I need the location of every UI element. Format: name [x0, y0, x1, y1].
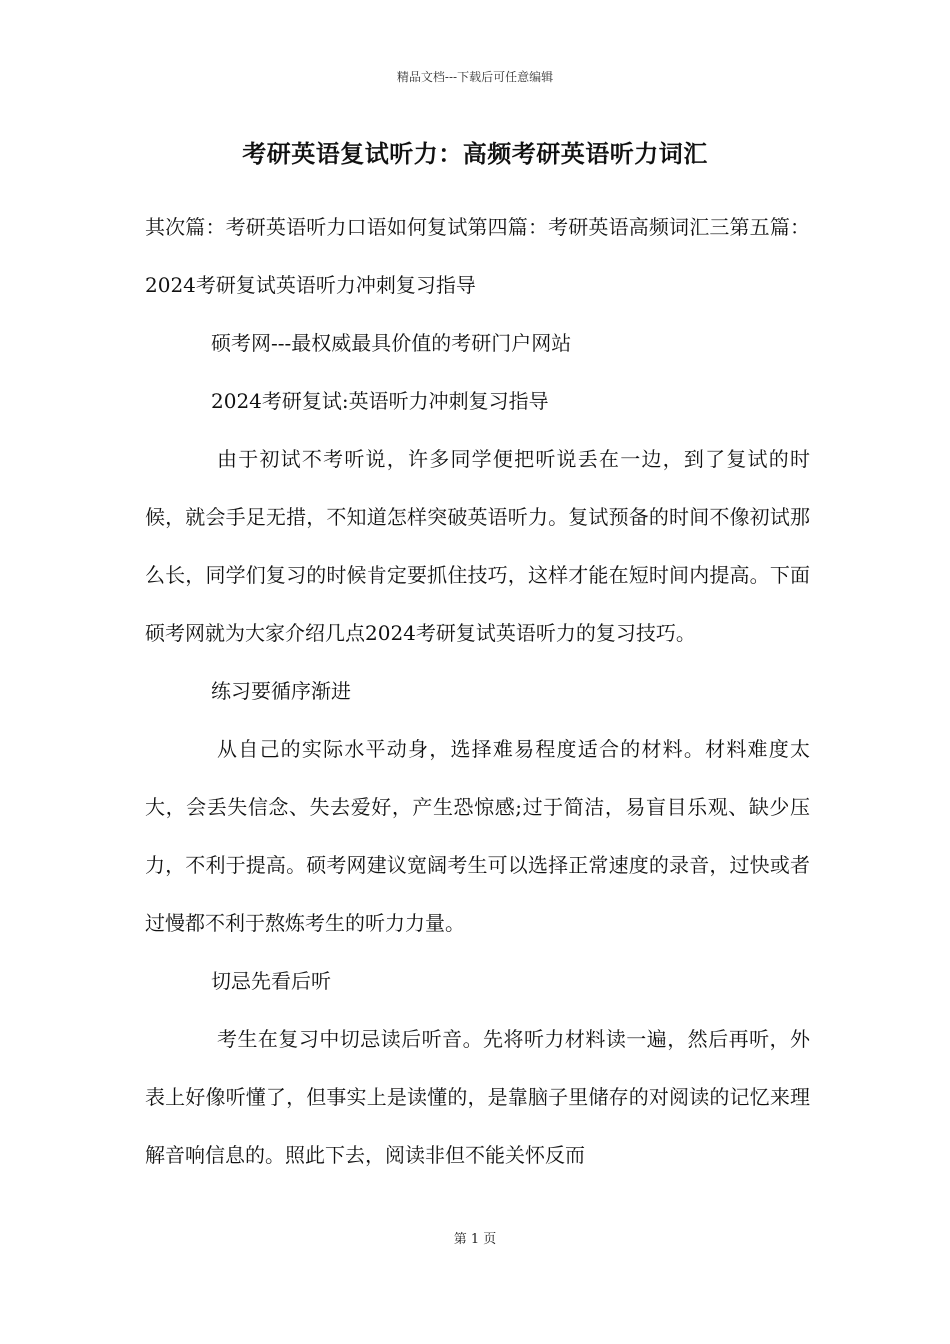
- section-heading-listen-first: 切忌先看后听: [211, 969, 331, 993]
- paragraph-subtitle: 2024考研复试:英语听力冲刺复习指导: [211, 389, 549, 413]
- paragraph-site-slogan: 硕考网---最权威最具价值的考研门户网站: [211, 331, 572, 355]
- header-note: 精品文档---下载后可任意编辑: [396, 70, 554, 84]
- paragraph-intro: 由于初试不考听说，许多同学便把听说丢在一边，到了复试的时候，就会手足无措，不知道怎样突破英语听力。复试预备的时间不像初试那么长，同学们复习的时候肯定要抓住技巧，这样才能在短时间内提高。下面硕考网就为大家介绍几点2024考研复试英语听力的复习技巧。: [145, 447, 810, 645]
- page-number: 第 1 页: [453, 1232, 497, 1247]
- document-title: 考研英语复试听力：高频考研英语听力词汇: [242, 139, 708, 168]
- paragraph-series-list: 其次篇：考研英语听力口语如何复试第四篇：考研英语高频词汇三第五篇：2024考研复试英语听力冲刺复习指导: [145, 215, 810, 297]
- document-body: [145, 198, 810, 1184]
- paragraph-progressive-practice: 从自己的实际水平动身，选择难易程度适合的材料。材料难度太大，会丢失信念、失去爱好，产生恐惊感;过于简洁，易盲目乐观、缺少压力，不利于提高。硕考网建议宽阔考生可以选择正常速度的录音，过快或者过慢都不利于熬炼考生的听力力量。: [145, 737, 810, 935]
- section-heading-progressive-practice: 练习要循序渐进: [211, 679, 351, 703]
- paragraph-listen-first: 考生在复习中切忌读后听音。先将听力材料读一遍，然后再听，外表上好像听懂了，但事实上是读懂的，是靠脑子里储存的对阅读的记忆来理解音响信息的。照此下去，阅读非但不能关怀反而: [145, 1027, 810, 1167]
